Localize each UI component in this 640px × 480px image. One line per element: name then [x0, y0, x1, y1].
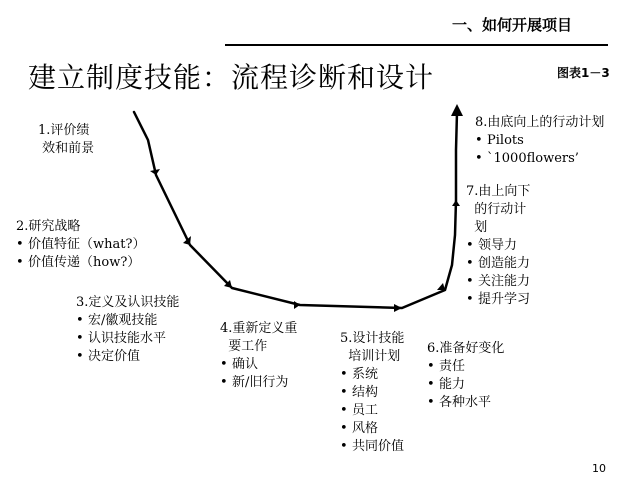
process-curve [134, 112, 457, 308]
step-7 [466, 183, 530, 309]
step-title: 5.设计技能 培训计划 [340, 331, 405, 364]
list-item: • Pilots [475, 133, 524, 148]
bullet-icon: • [466, 292, 474, 307]
list-item: • 提升学习 [466, 292, 531, 307]
bullet-icon: • [475, 151, 483, 166]
bullet-icon: • [340, 385, 348, 400]
list-item: • `1000flowers’ [475, 151, 579, 166]
curve-node-marker [394, 304, 402, 312]
bullet-icon: • [466, 256, 474, 271]
step-6 [427, 340, 504, 412]
list-item: • 关注能力 [466, 274, 531, 289]
list-item: • 结构 [340, 385, 379, 400]
bullet-icon: • [16, 255, 24, 270]
step-title: 6.准备好变化 [427, 341, 505, 356]
list-item: • 领导力 [466, 238, 518, 253]
bullet-icon: • [466, 274, 474, 289]
list-item: • 价值特征（what?） [16, 237, 146, 252]
bullet-icon: • [475, 133, 483, 148]
bullet-icon: • [427, 395, 435, 410]
bullet-icon: • [466, 238, 474, 253]
step-4 [220, 320, 297, 392]
bullet-icon: • [76, 349, 84, 364]
step-1 [38, 122, 94, 158]
step-8 [475, 114, 604, 168]
bullet-icon: • [340, 421, 348, 436]
list-item: • 系统 [340, 367, 379, 382]
curve-node-marker [294, 301, 300, 309]
list-item: • 宏/徽观技能 [76, 313, 158, 328]
step-title: 1.评价绩 效和前景 [38, 123, 95, 156]
curve-node-marker [437, 283, 445, 290]
curve-arrowhead [451, 104, 463, 116]
bullet-icon: • [427, 377, 435, 392]
bullet-icon: • [220, 375, 228, 390]
page-number: 10 [592, 462, 606, 475]
step-title: 2.研究战略 [16, 219, 81, 234]
list-item: • 员工 [340, 403, 379, 418]
list-item: • 价值传递（how?） [16, 255, 141, 270]
list-item: • 风格 [340, 421, 379, 436]
figure-label: 图表1－3 [557, 66, 610, 80]
bullet-icon: • [427, 359, 435, 374]
step-title: 8.由底向上的行动计划 [475, 115, 605, 130]
list-item: • 各种水平 [427, 395, 492, 410]
step-title: 3.定义及认识技能 [76, 295, 180, 310]
bullet-icon: • [16, 237, 24, 252]
curve-node-marker [452, 200, 460, 206]
list-item: • 确认 [220, 357, 259, 372]
list-item: • 能力 [427, 377, 466, 392]
list-item: • 责任 [427, 359, 466, 374]
step-title: 7.由上向下 的行动计 划 [466, 184, 531, 235]
bullet-icon: • [76, 313, 84, 328]
bullet-icon: • [340, 403, 348, 418]
list-item: • 新/旧行为 [220, 375, 289, 390]
bullet-icon: • [340, 439, 348, 454]
page-title: 建立制度技能：流程诊断和设计 [28, 61, 435, 94]
section-title: 一、如何开展项目 [452, 16, 573, 34]
bullet-icon: • [76, 331, 84, 346]
bullet-icon: • [220, 357, 228, 372]
step-5 [340, 330, 404, 456]
list-item: • 认识技能水平 [76, 331, 167, 346]
step-title: 4.重新定义重 要工作 [220, 321, 298, 354]
step-2 [16, 218, 145, 272]
list-item: • 共同价值 [340, 439, 405, 454]
list-item: • 创造能力 [466, 256, 531, 271]
bullet-icon: • [340, 367, 348, 382]
step-3 [76, 294, 179, 366]
list-item: • 决定价值 [76, 349, 141, 364]
